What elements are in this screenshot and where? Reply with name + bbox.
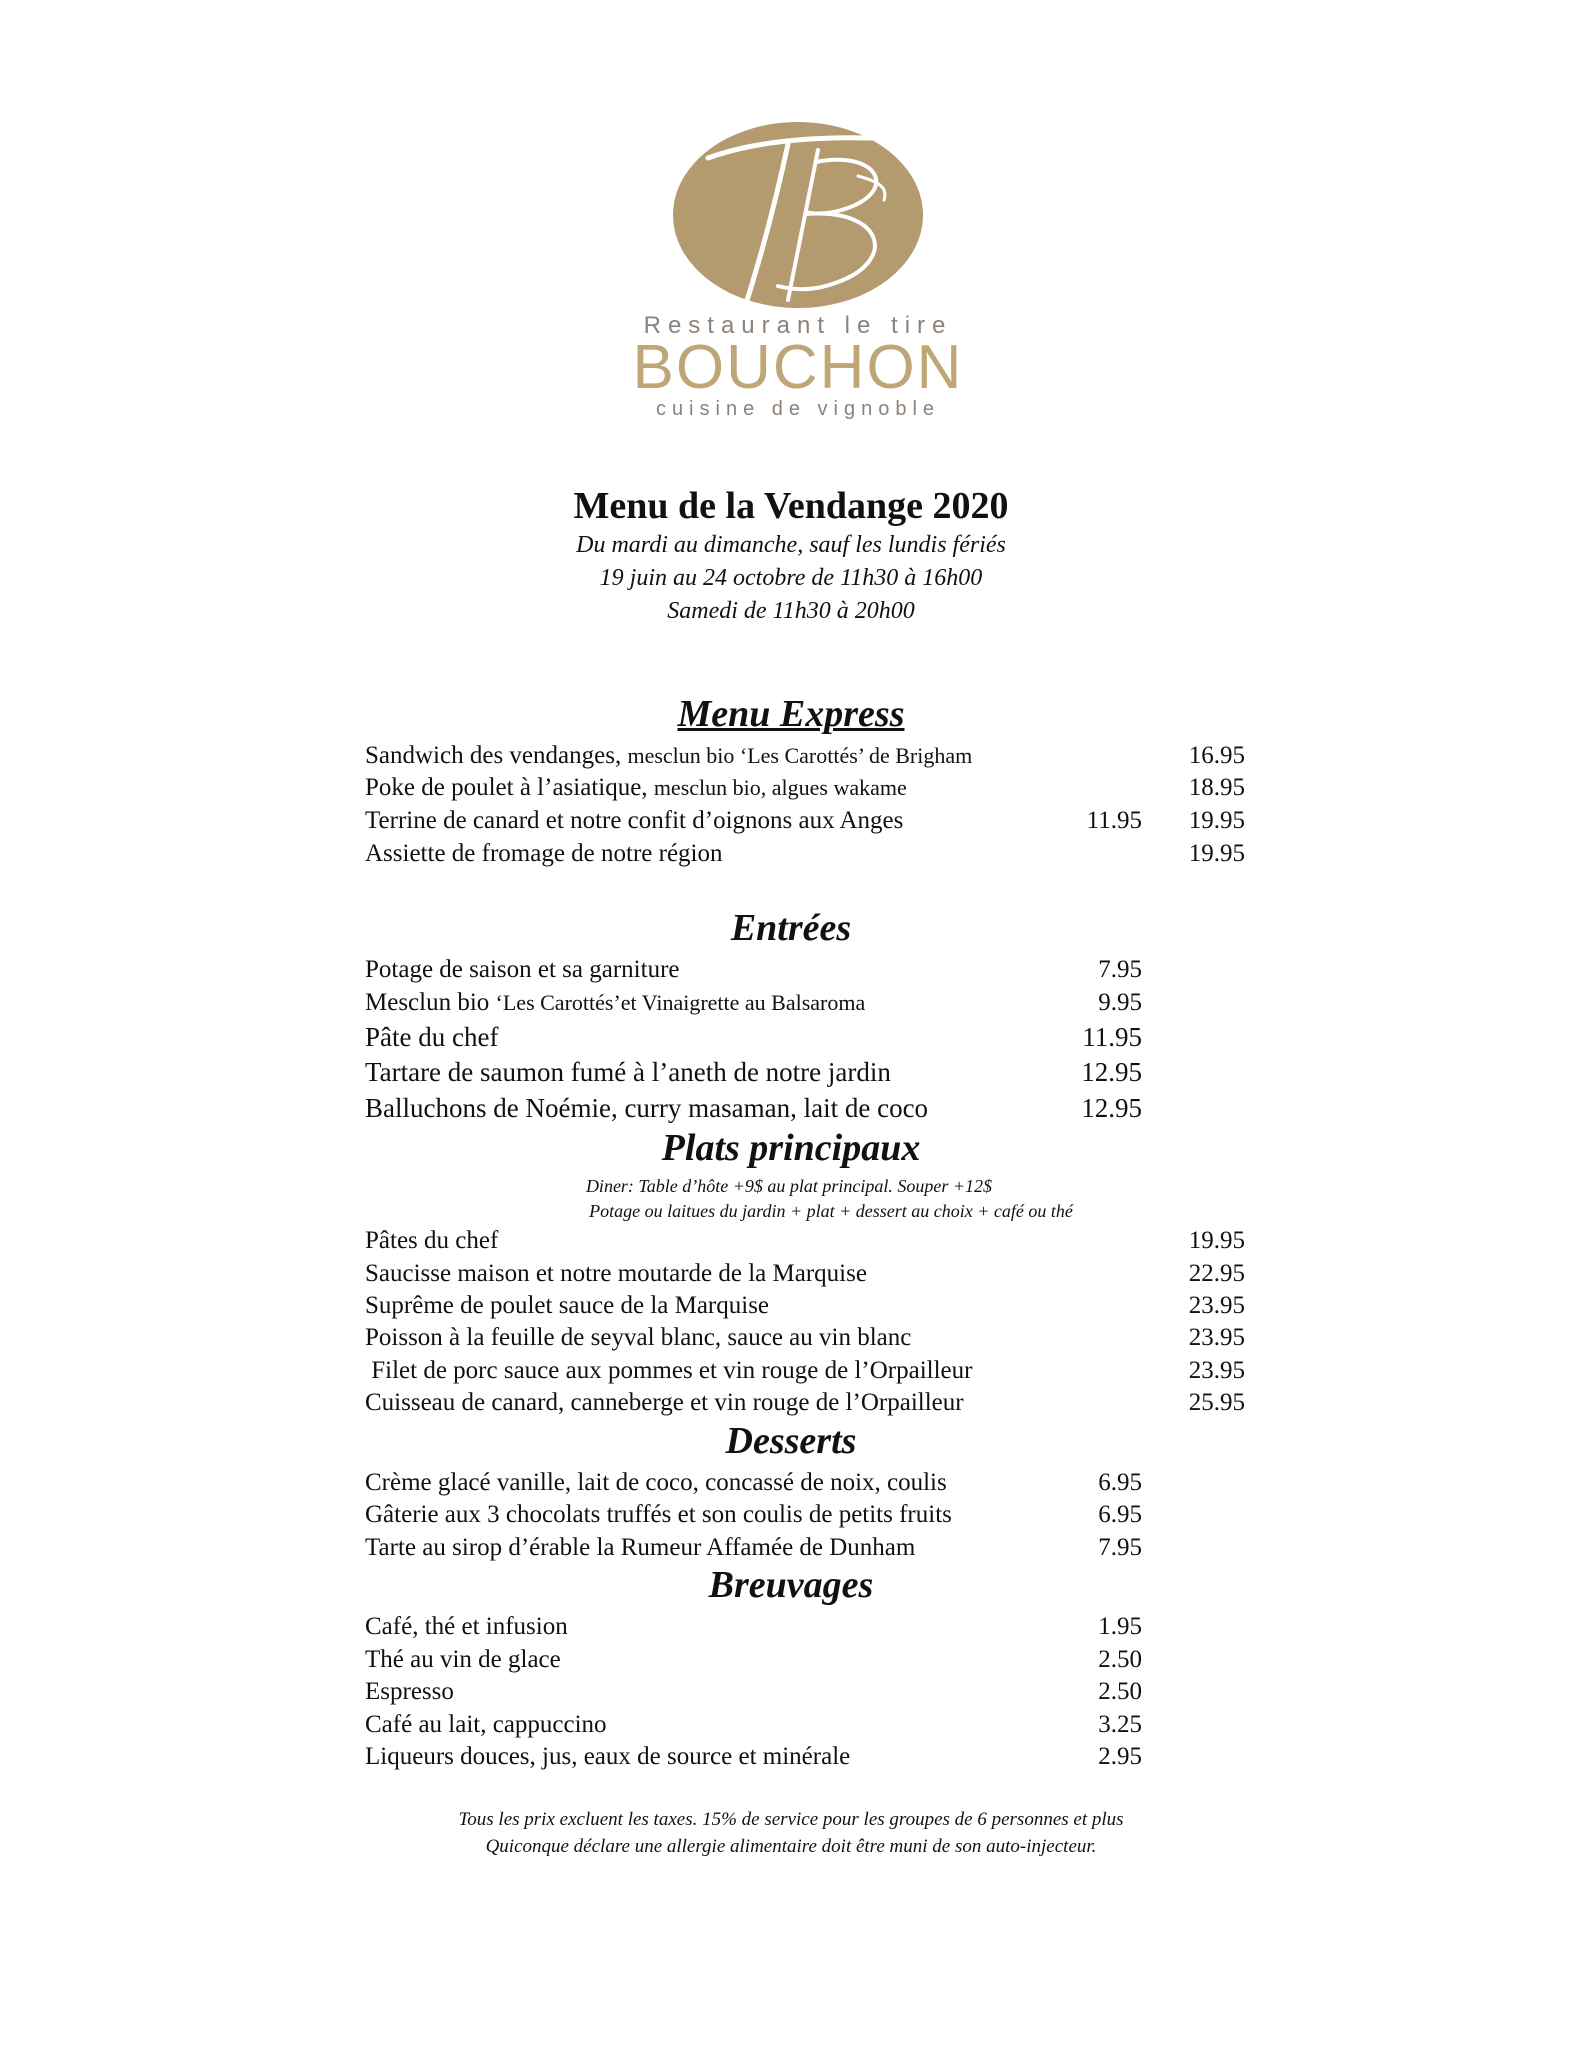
menu-item <box>365 1534 1265 1566</box>
item-name: Potage de saison et sa garniture <box>365 956 680 983</box>
menu-title: Menu de la Vendange 2020 <box>573 485 1009 527</box>
menu-item <box>365 956 1265 988</box>
item-price: 19.95 <box>1188 807 1245 834</box>
item-name: Poke de poulet à l’asiatique, mesclun bio, algues wakame <box>365 774 907 801</box>
logo-monogram-icon <box>648 110 948 320</box>
item-price: 16.95 <box>1188 742 1245 769</box>
menu-item <box>365 1678 1265 1710</box>
footer-taxes-note: Tous les prix excluent les taxes. 15% de service pour les groupes de 6 personnes et plus <box>458 1809 1124 1830</box>
item-name: Poisson à la feuille de seyval blanc, sauce au vin blanc <box>365 1324 912 1351</box>
item-name: Pâte du chef <box>365 1022 499 1052</box>
item-price: 18.95 <box>1188 774 1245 801</box>
section-title-entrees: Entrées <box>730 907 852 949</box>
item-price: 9.95 <box>1098 989 1142 1016</box>
menu-item <box>365 1613 1265 1645</box>
item-price: 2.50 <box>1098 1678 1142 1705</box>
item-price: 23.95 <box>1188 1292 1245 1319</box>
item-name: Café, thé et infusion <box>365 1613 568 1640</box>
item-price: 23.95 <box>1188 1324 1245 1351</box>
item-name: Thé au vin de glace <box>365 1646 561 1673</box>
item-price: 22.95 <box>1188 1260 1245 1287</box>
menu-item <box>365 1501 1265 1533</box>
item-price: 6.95 <box>1098 1501 1142 1528</box>
section-title-desserts: Desserts <box>725 1420 857 1462</box>
menu-item <box>365 1743 1265 1775</box>
menu-item <box>365 807 1265 839</box>
item-name: Tarte au sirop d’érable la Rumeur Affamée de Dunham <box>365 1534 916 1561</box>
item-name: Saucisse maison et notre moutarde de la Marquise <box>365 1260 867 1287</box>
item-name: Assiette de fromage de notre région <box>365 840 723 867</box>
menu-item <box>365 1389 1265 1421</box>
item-name: Suprême de poulet sauce de la Marquise <box>365 1292 770 1319</box>
item-name: Crème glacé vanille, lait de coco, concassé de noix, coulis <box>365 1469 947 1496</box>
header-line-days: Du mardi au dimanche, sauf les lundis fériés <box>576 532 1006 558</box>
item-price: 23.95 <box>1188 1357 1245 1384</box>
header-line-saturday: Samedi de 11h30 à 20h00 <box>667 598 915 624</box>
item-price: 7.95 <box>1098 956 1142 983</box>
item-price: 2.95 <box>1098 1743 1142 1770</box>
item-name: Tartare de saumon fumé à l’aneth de notre jardin <box>365 1057 891 1087</box>
item-price: 12.95 <box>1081 1093 1142 1123</box>
item-price-half: 11.95 <box>1086 807 1142 834</box>
section-title-breuvages: Breuvages <box>708 1564 874 1606</box>
menu-item <box>365 774 1265 806</box>
item-price: 6.95 <box>1098 1469 1142 1496</box>
menu-item <box>365 1093 1265 1125</box>
menu-item <box>365 840 1265 872</box>
menu-item <box>365 1646 1265 1678</box>
item-name: Mesclun bio ‘Les Carottés’et Vinaigrette au Balsaroma <box>365 989 866 1016</box>
menu-item <box>365 742 1265 774</box>
item-name: Gâterie aux 3 chocolats truffés et son coulis de petits fruits <box>365 1501 952 1528</box>
menu-item <box>365 1022 1265 1054</box>
menu-item <box>365 1227 1265 1259</box>
item-name: Filet de porc sauce aux pommes et vin rouge de l’Orpailleur <box>365 1357 973 1384</box>
item-price: 7.95 <box>1098 1534 1142 1561</box>
item-price: 25.95 <box>1188 1389 1245 1416</box>
plats-note-formule: Potage ou laitues du jardin + plat + dessert au choix + café ou thé <box>589 1201 1073 1221</box>
item-name: Balluchons de Noémie, curry masaman, lait de coco <box>365 1093 929 1123</box>
item-name: Terrine de canard et notre confit d’oignons aux Anges <box>365 807 904 834</box>
section-title-express: Menu Express <box>677 693 905 735</box>
menu-item <box>365 1292 1265 1324</box>
item-name: Cuisseau de canard, canneberge et vin rouge de l’Orpailleur <box>365 1389 964 1416</box>
header-line-dates: 19 juin au 24 octobre de 11h30 à 16h00 <box>599 565 983 591</box>
menu-item <box>365 1260 1265 1292</box>
logo-line-tagline: cuisine de vignoble <box>655 398 941 420</box>
menu-item <box>365 1711 1265 1743</box>
footer-allergy-note: Quiconque déclare une allergie alimentaire doit être muni de son auto-injecteur. <box>485 1836 1097 1857</box>
menu-item <box>365 989 1265 1021</box>
menu-item <box>365 1324 1265 1356</box>
item-price: 1.95 <box>1098 1613 1142 1640</box>
menu-item <box>365 1469 1265 1501</box>
item-name: Liqueurs douces, jus, eaux de source et minérale <box>365 1743 851 1770</box>
menu-item <box>365 1057 1265 1089</box>
plats-note-table-hote: Diner: Table d’hôte +9$ au plat principal. Souper +12$ <box>585 1176 993 1196</box>
item-name: Café au lait, cappuccino <box>365 1711 607 1738</box>
item-price: 2.50 <box>1098 1646 1142 1673</box>
item-price: 12.95 <box>1081 1057 1142 1087</box>
item-name: Espresso <box>365 1678 454 1705</box>
item-name: Pâtes du chef <box>365 1227 499 1254</box>
logo-line-bouchon: BOUCHON <box>632 333 964 402</box>
item-price: 19.95 <box>1188 1227 1245 1254</box>
section-title-plats: Plats principaux <box>661 1127 921 1169</box>
item-price: 11.95 <box>1082 1022 1142 1052</box>
item-price: 3.25 <box>1098 1711 1142 1738</box>
item-price: 19.95 <box>1188 840 1245 867</box>
restaurant-logo <box>608 110 988 420</box>
menu-item <box>365 1357 1265 1389</box>
logo-line-restaurant: Restaurant le tire <box>643 312 953 339</box>
item-name: Sandwich des vendanges, mesclun bio ‘Les Carottés’ de Brigham <box>365 742 973 769</box>
